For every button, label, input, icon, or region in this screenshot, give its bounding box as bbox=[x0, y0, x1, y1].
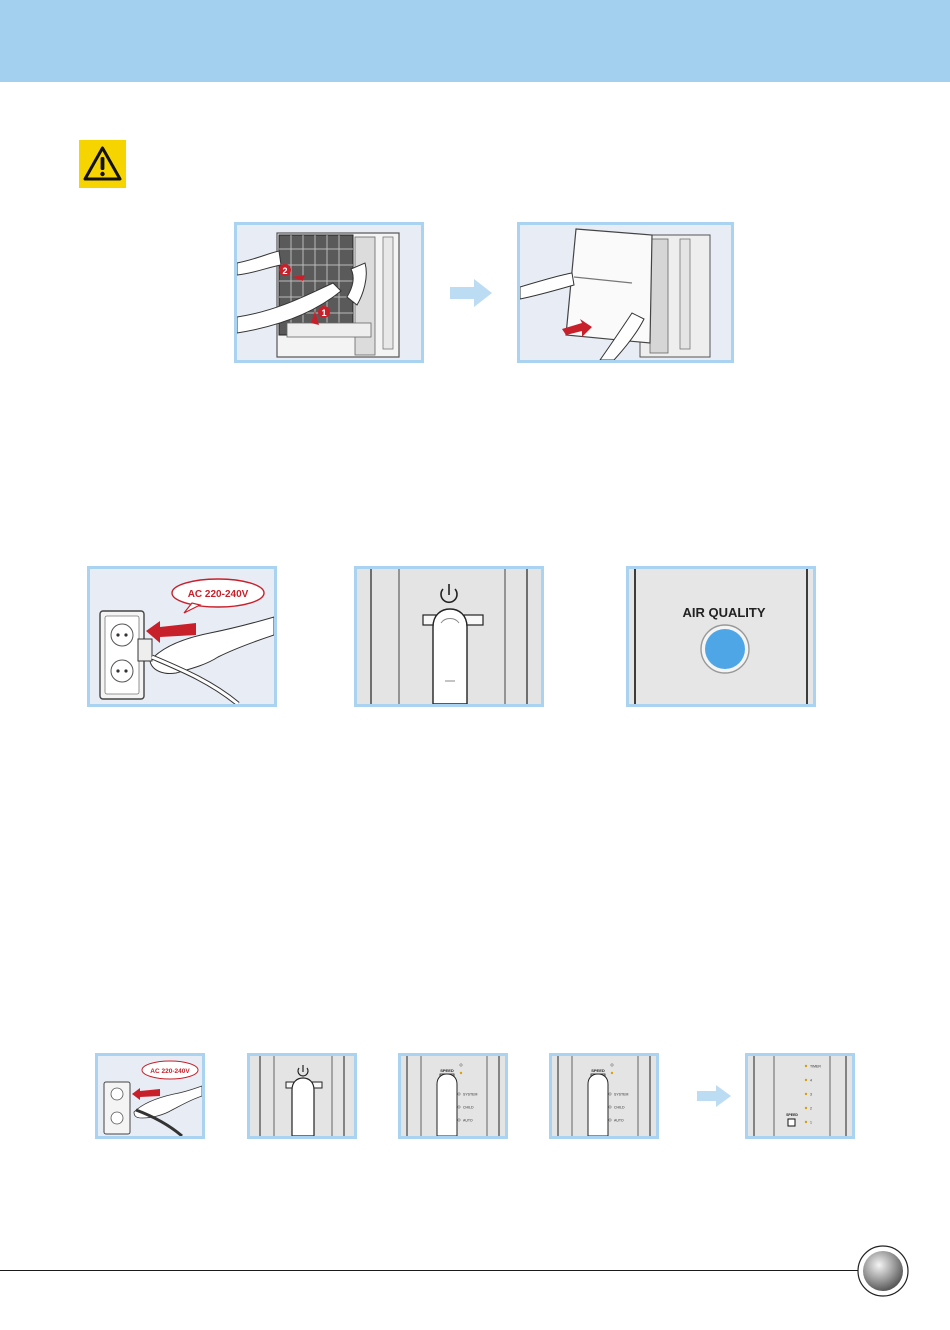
right-arrow-icon bbox=[450, 279, 492, 307]
plug-in-small-image bbox=[95, 1053, 205, 1139]
svg-text:TIMER: TIMER bbox=[810, 1064, 821, 1069]
svg-text:SPEED: SPEED bbox=[440, 1068, 454, 1073]
svg-text:AC 220-240V: AC 220-240V bbox=[150, 1068, 190, 1075]
pressing-finger bbox=[433, 609, 467, 704]
svg-text:CHILD: CHILD bbox=[614, 1105, 625, 1110]
page-number-ball-icon bbox=[857, 1245, 909, 1297]
power-button-small-image bbox=[247, 1053, 357, 1139]
air-quality-label: AIR QUALITY bbox=[682, 605, 766, 620]
svg-text:3: 3 bbox=[810, 1092, 812, 1097]
warning-icon bbox=[79, 140, 126, 188]
panel-attach-image bbox=[517, 222, 734, 363]
svg-text:AUTO: AUTO bbox=[463, 1118, 473, 1123]
plug-in-image bbox=[87, 566, 277, 707]
svg-text:SYSTEM: SYSTEM bbox=[614, 1092, 629, 1097]
filter-removal-image bbox=[234, 222, 424, 363]
svg-text:AC 220-240V: AC 220-240V bbox=[187, 589, 249, 600]
footer-rule bbox=[0, 1270, 860, 1271]
svg-text:2: 2 bbox=[282, 266, 288, 276]
right-arrow-icon bbox=[697, 1085, 731, 1107]
svg-text:2: 2 bbox=[810, 1106, 812, 1111]
air-quality-led bbox=[701, 625, 749, 673]
power-button-image bbox=[354, 566, 544, 707]
svg-text:SYSTEM: SYSTEM bbox=[463, 1092, 478, 1097]
svg-text:SPEED: SPEED bbox=[591, 1068, 605, 1073]
timer-indicator-image bbox=[745, 1053, 855, 1139]
air-quality-image bbox=[626, 566, 816, 707]
svg-text:1: 1 bbox=[321, 308, 327, 318]
svg-text:AUTO: AUTO bbox=[614, 1118, 624, 1123]
svg-text:SPEED: SPEED bbox=[786, 1113, 798, 1117]
speed-button-image-a bbox=[398, 1053, 508, 1139]
speed-button-image-b bbox=[549, 1053, 659, 1139]
header-band bbox=[0, 0, 950, 82]
svg-text:4: 4 bbox=[810, 1078, 812, 1083]
svg-text:1: 1 bbox=[810, 1120, 812, 1125]
svg-text:CHILD: CHILD bbox=[463, 1105, 474, 1110]
